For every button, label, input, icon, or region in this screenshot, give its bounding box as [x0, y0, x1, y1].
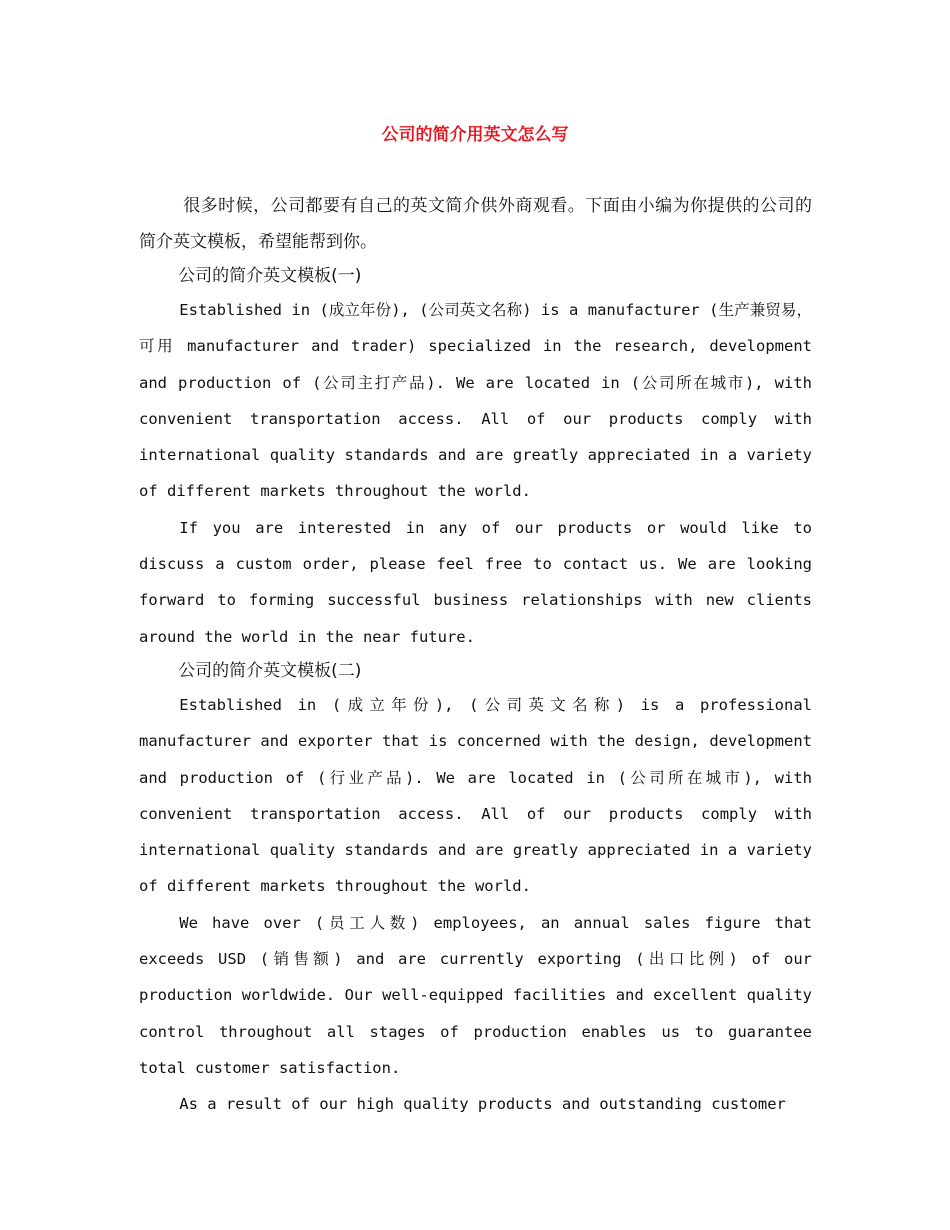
template2-paragraph-1: Established in (成立年份), (公司英文名称) is a professional manufacturer and exporter that is concerned with the design, development and production of (行业产品). We are located in (公司所在城市), with convenient transportation access. All of our products comply with international quality standards and are greatly appreciated in a variety of different markets throughout the world. [139, 695, 812, 896]
template1-paragraph-2: If you are interested in any of our products or would like to discuss a custom order, please feel free to contact us. We are looking forward to forming successful business relationships with new clients around the world in the near future. [139, 518, 812, 646]
template2-heading: 公司的简介英文模板(二) [178, 660, 362, 681]
document-body [139, 188, 812, 1123]
template2-paragraph-2: We have over (员工人数) employees, an annual sales figure that exceeds USD (销售额) and are currently exporting (出口比例) of our production worldwide. Our well-equipped facilities and excellent quality control throughout all stages of production enables us to guarantee total customer satisfaction. [139, 913, 812, 1077]
intro-paragraph: 很多时候，公司都要有自己的英文简介供外商观看。下面由小编为你提供的公司的简介英文模板，希望能帮到你。 [139, 196, 812, 252]
template2-paragraph-3: As a result of our high quality products and outstanding customer [179, 1095, 786, 1114]
template1-paragraph-1: Established in (成立年份), (公司英文名称) is a manufacturer (生产兼贸易，可用 manufacturer and trader) specialized in the research, development and production of (公司主打产品). We are located in (公司所在城市), with convenient transportation access. All of our products comply with international quality standards and are greatly appreciated in a variety of different markets throughout the world. [139, 301, 812, 501]
template1-heading: 公司的简介英文模板(一) [178, 266, 362, 286]
document-title: 公司的简介用英文怎么写 [381, 125, 569, 145]
